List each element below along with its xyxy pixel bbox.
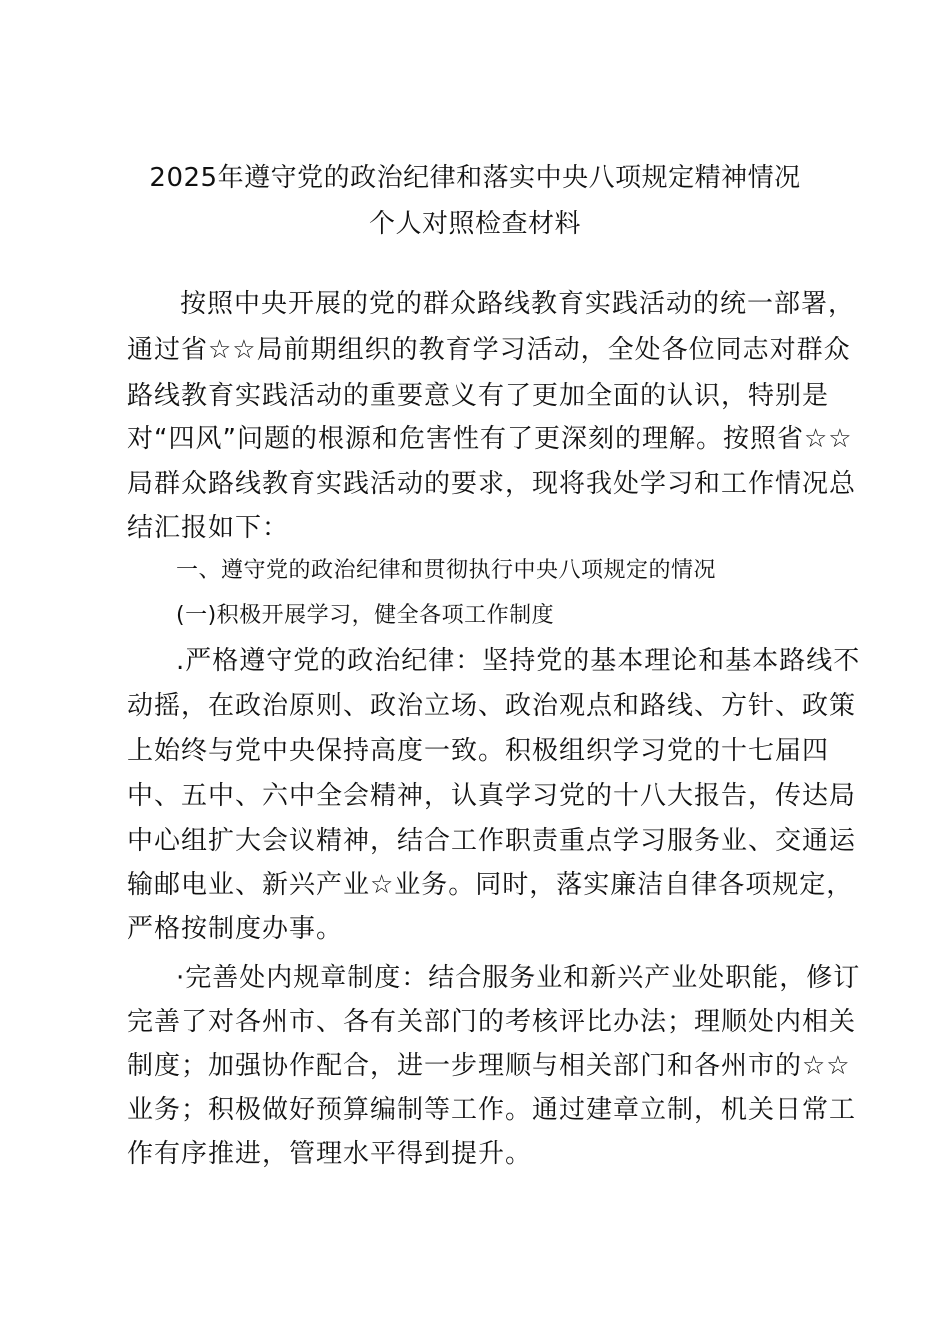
paragraph-2-line-4: 中、五中、六中全会精神，认真学习党的十八大报告，传达局 xyxy=(127,781,857,811)
paragraph-2-line-5: 中心组扩大会议精神，结合工作职责重点学习服务业、交通运 xyxy=(127,826,857,856)
paragraph-2-line-1: .严格遵守党的政治纪律：坚持党的基本理论和基本路线不 xyxy=(176,646,861,676)
paragraph-3-line-5: 作有序推进，管理水平得到提升。 xyxy=(127,1139,533,1169)
paragraph-3-line-1: ·完善处内规章制度：结合服务业和新兴产业处职能，修订 xyxy=(176,963,861,993)
paragraph-1-line-1: 按照中央开展的党的群众路线教育实践活动的统一部署， xyxy=(180,289,856,319)
paragraph-3-line-2: 完善了对各州市、各有关部门的考核评比办法；理顺处内相关 xyxy=(127,1007,857,1037)
paragraph-1-line-2: 通过省☆☆局前期组织的教育学习活动，全处各位同志对群众 xyxy=(127,335,851,365)
paragraph-1-line-6: 结汇报如下： xyxy=(127,513,290,543)
paragraph-2-line-7: 严格按制度办事。 xyxy=(127,914,344,944)
paragraph-3-line-4: 业务；积极做好预算编制等工作。通过建章立制，机关日常工 xyxy=(127,1095,857,1125)
paragraph-2-line-2: 动摇，在政治原则、政治立场、政治观点和路线、方针、政策 xyxy=(127,691,857,721)
document-title-line-2: 个人对照检查材料 xyxy=(368,209,581,239)
paragraph-3-line-3: 制度；加强协作配合，进一步理顺与相关部门和各州市的☆☆ xyxy=(127,1051,851,1081)
paragraph-1-line-3: 路线教育实践活动的重要意义有了更加全面的认识，特别是 xyxy=(127,381,830,411)
paragraph-1-line-5: 局群众路线教育实践活动的要求，现将我处学习和工作情况总 xyxy=(127,469,857,499)
paragraph-1-line-4: 对“四风”问题的根源和危害性有了更深刻的理解。按照省☆☆ xyxy=(127,424,853,454)
document-title-line-1: 2025年遵守党的政治纪律和落实中央八项规定精神情况 xyxy=(149,163,801,193)
subsection-heading-1: (一)积极开展学习，健全各项工作制度 xyxy=(176,603,555,628)
section-heading-1: 一、遵守党的政治纪律和贯彻执行中央八项规定的情况 xyxy=(176,558,717,583)
paragraph-2-line-6: 输邮电业、新兴产业☆业务。同时，落实廉洁自律各项规定， xyxy=(127,870,854,900)
paragraph-2-line-3: 上始终与党中央保持高度一致。积极组织学习党的十七届四 xyxy=(127,736,830,766)
